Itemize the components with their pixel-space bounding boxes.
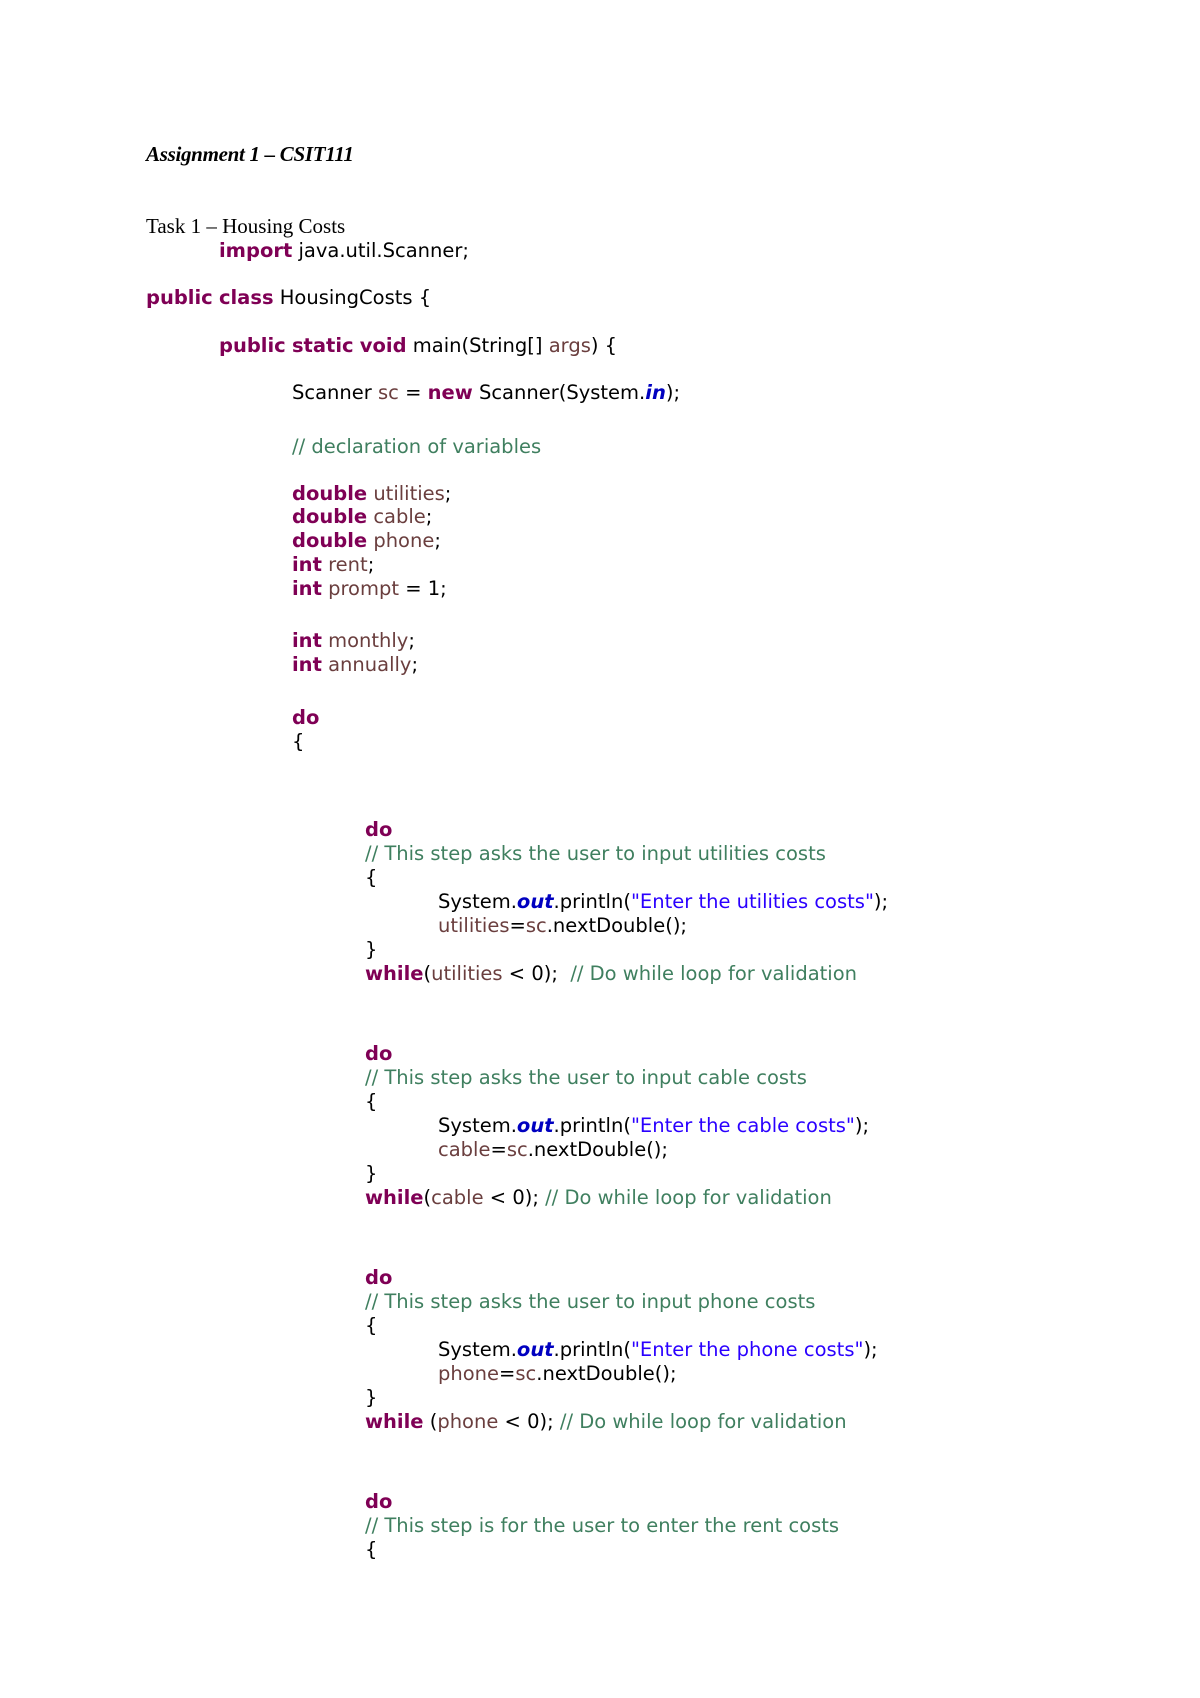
code-token: new [427,381,473,404]
code-token: sc [377,381,399,404]
code-token: } [365,938,378,961]
document-title: Assignment 1 – CSIT111 [146,142,354,166]
code-token: = [490,1138,507,1161]
code-token: main(String[] [406,334,549,357]
code-line [438,1114,869,1138]
code-token: import [219,239,293,262]
code-token: // This step asks the user to input utilities costs [365,842,826,865]
code-token: Scanner [292,381,378,404]
code-token: cable [373,505,426,528]
code-token: double [292,505,368,528]
code-line [219,239,469,263]
code-token: ; [411,653,419,676]
code-token: ); [665,381,681,404]
code-token: { [365,866,378,889]
code-token: ; [434,529,441,552]
code-token: // declaration of variables [292,435,542,458]
code-token: do [365,1042,393,1065]
code-token: cable [431,1186,484,1209]
code-line [365,1490,392,1514]
code-token: void [359,334,407,357]
code-token: phone [438,1362,500,1385]
code-token: "Enter the cable costs" [630,1114,855,1137]
code-token: int [292,653,322,676]
code-token: prompt [328,577,400,600]
code-line [365,818,392,842]
code-token: utilities [438,914,510,937]
code-token: .nextDouble(); [527,1138,668,1161]
code-line [365,1290,815,1314]
code-token: { [365,1314,378,1337]
code-token: while [365,1410,424,1433]
code-token: < 0); [498,1410,560,1433]
code-token: args [548,334,591,357]
code-line [365,1066,807,1090]
code-line [365,962,857,986]
code-line [438,890,888,914]
task-heading: Task 1 – Housing Costs [146,214,346,238]
code-token: double [292,482,368,505]
code-token: utilities [431,962,503,985]
code-line [365,1090,377,1114]
code-token: ( [423,1186,432,1209]
code-token: public [219,334,286,357]
code-line [365,1538,377,1562]
code-token: while [365,962,424,985]
code-line [365,938,377,962]
code-token: < 0); [502,962,571,985]
code-token: = [398,381,428,404]
code-token: { [292,730,305,753]
code-token: .nextDouble(); [536,1362,677,1385]
code-line [292,653,418,677]
code-line [365,866,377,890]
code-token: cable [438,1138,491,1161]
code-token: annually [328,653,412,676]
code-line [146,286,431,310]
code-token: // Do while loop for validation [570,962,858,985]
code-line [292,482,451,506]
code-token: .println( [553,1114,631,1137]
code-token: System. [438,1338,517,1361]
code-line [365,1042,392,1066]
code-line [292,629,415,653]
code-token: .println( [553,1338,631,1361]
code-token: do [365,1490,393,1513]
code-token: do [365,818,393,841]
code-token: monthly [328,629,409,652]
code-line [365,1314,377,1338]
code-line [219,334,617,358]
code-line [438,1362,677,1386]
code-token: int [292,553,322,576]
code-token: ); [873,890,889,913]
code-token: int [292,629,322,652]
code-token: { [365,1538,378,1561]
code-token: ; [408,629,415,652]
code-token: } [365,1162,378,1185]
code-token: .nextDouble(); [546,914,687,937]
code-token: // This step asks the user to input phone costs [365,1290,816,1313]
code-token: static [291,334,354,357]
code-line [365,1162,377,1186]
code-token: sc [525,914,547,937]
code-token: ); [854,1114,870,1137]
code-line [292,381,680,405]
code-token: ); [863,1338,878,1361]
code-token: System. [438,1114,517,1137]
code-token: { [365,1090,378,1113]
code-token: do [292,706,320,729]
code-line [438,1338,878,1362]
code-token: "Enter the utilities costs" [630,890,874,913]
code-line [292,553,374,577]
code-token: ; [367,553,375,576]
code-token: int [292,577,322,600]
code-token: < 0); [483,1186,546,1209]
code-line [292,505,432,529]
code-token: // Do while loop for validation [545,1186,832,1209]
code-line [365,1266,392,1290]
code-token: } [365,1386,378,1409]
code-token: ; [425,505,433,528]
code-line [292,706,319,730]
code-token: out [516,890,554,913]
code-line [365,1386,377,1410]
code-line [438,1138,668,1162]
code-token: rent [328,553,368,576]
code-token: double [292,529,368,552]
code-line [292,529,441,553]
code-token: phone [373,529,435,552]
code-token: class [218,286,274,309]
code-token: HousingCosts { [273,286,432,309]
code-token: do [365,1266,393,1289]
code-token: System. [438,890,517,913]
code-token: Scanner(System. [472,381,646,404]
code-token: // Do while loop for validation [559,1410,847,1433]
code-line [365,842,826,866]
code-token: = 1; [399,577,447,600]
code-token: ) { [590,334,618,357]
code-token: = [499,1362,516,1385]
code-line [292,577,447,601]
code-token: phone [437,1410,499,1433]
code-token: in [645,381,666,404]
code-token: = [509,914,526,937]
code-token: // This step is for the user to enter the rent costs [365,1514,840,1537]
code-token: sc [506,1138,528,1161]
code-token: utilities [373,482,445,505]
code-token: out [516,1114,554,1137]
code-token: out [516,1338,554,1361]
code-token: ( [423,1410,438,1433]
code-token: ; [444,482,452,505]
code-line [365,1514,839,1538]
code-token: sc [515,1362,537,1385]
code-line [292,730,304,754]
code-token: java.util.Scanner; [292,239,469,262]
code-token: "Enter the phone costs" [630,1338,864,1361]
code-line [292,435,541,459]
code-token: .println( [553,890,631,913]
code-line [438,914,687,938]
code-line [365,1410,847,1434]
code-token: // This step asks the user to input cable costs [365,1066,807,1089]
code-line [365,1186,832,1210]
code-token: public [146,286,213,309]
code-token: ( [423,962,432,985]
code-token: while [365,1186,424,1209]
